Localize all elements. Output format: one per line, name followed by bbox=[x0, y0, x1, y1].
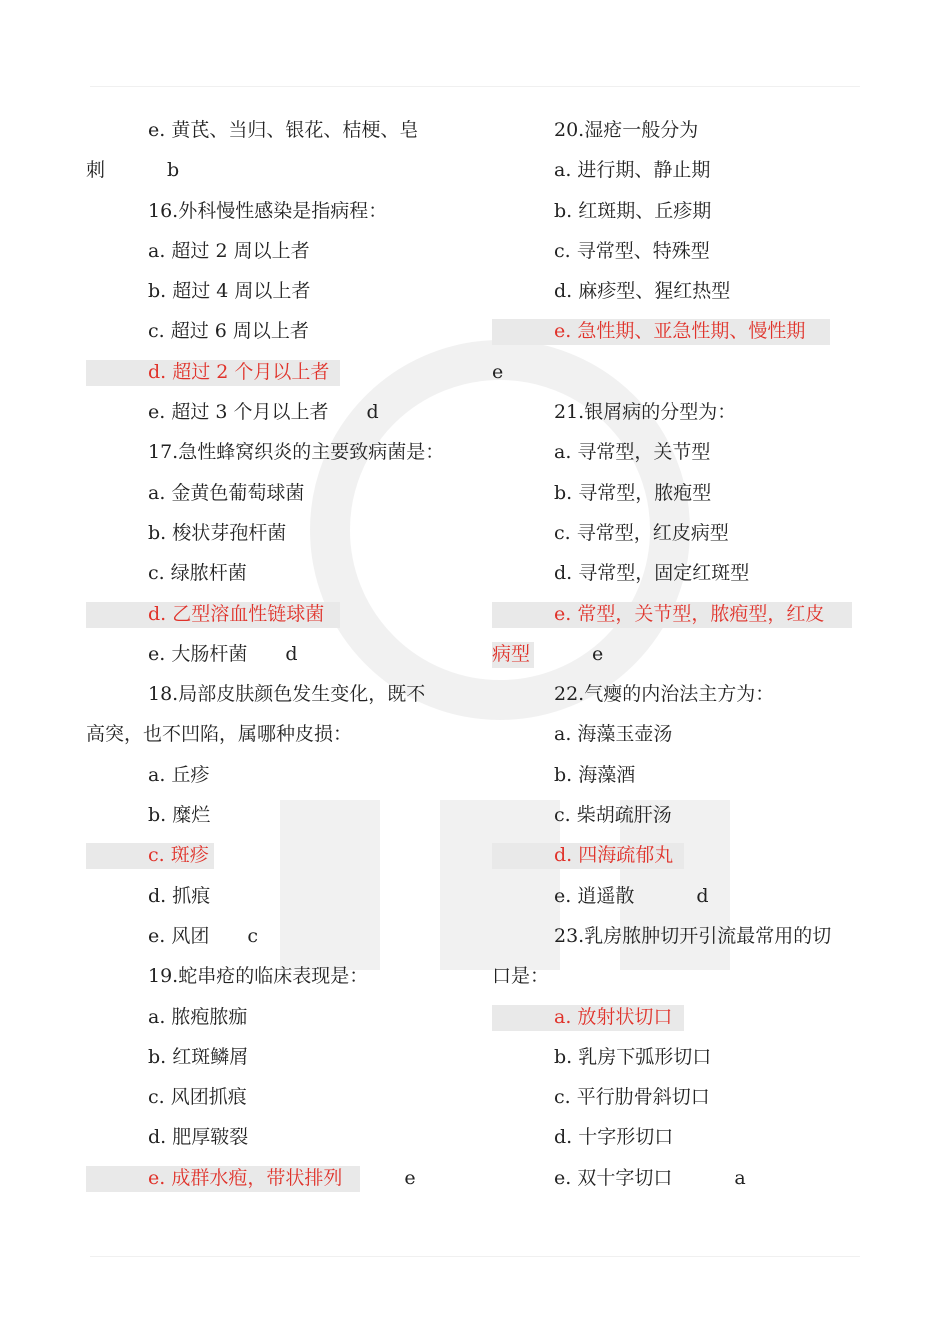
option-line: c. 寻常型、特殊型 bbox=[554, 239, 710, 262]
answer-line bbox=[492, 354, 862, 394]
option-line: b. 梭状芽孢杆菌 bbox=[148, 521, 287, 544]
question-18-continued: 高突，也不凹陷，属哪种皮损： bbox=[86, 723, 353, 746]
option-line: b. 寻常型，脓疱型 bbox=[554, 481, 712, 504]
answer-key: d bbox=[285, 642, 298, 665]
option-line: c. 柴胡疏肝汤 bbox=[554, 804, 672, 827]
top-divider bbox=[90, 86, 860, 87]
option-line: e. 黄芪、当归、银花、桔梗、皂 bbox=[148, 119, 419, 141]
answer-key: a bbox=[734, 1166, 746, 1189]
correct-option: a. 放射状切口 bbox=[492, 999, 862, 1039]
option-line: a. 进行期、静止期 bbox=[554, 159, 711, 182]
answer-key: e bbox=[492, 360, 504, 383]
left-column bbox=[86, 112, 476, 1200]
option-line: e. 双十字切口 a bbox=[492, 1160, 862, 1200]
option-line: b. 海藻酒 bbox=[554, 763, 636, 786]
option-line: c. 风团抓痕 bbox=[148, 1086, 247, 1109]
answer-key: d bbox=[366, 401, 379, 424]
correct-option: d. 乙型溶血性链球菌 bbox=[86, 596, 476, 636]
option-line: b. 乳房下弧形切口 bbox=[554, 1045, 712, 1068]
option-line: a. 脓疱脓痂 bbox=[148, 1005, 248, 1028]
answer-key: b bbox=[167, 159, 180, 182]
option-line: a. 金黄色葡萄球菌 bbox=[148, 481, 305, 504]
option-line: a. 海藻玉壶汤 bbox=[554, 723, 673, 746]
answer-key: d bbox=[696, 884, 709, 907]
correct-option: e. 急性期、亚急性期、慢性期 bbox=[492, 313, 862, 353]
option-line: c. 绿脓杆菌 bbox=[148, 562, 247, 585]
correct-option: d. 超过 2 个月以上者 bbox=[86, 354, 476, 394]
option-line: c. 超过 6 周以上者 bbox=[148, 320, 309, 343]
answer-key: e bbox=[404, 1166, 416, 1189]
option-line: d. 肥厚皲裂 bbox=[148, 1126, 249, 1149]
option-line: e. 超过 3 个月以上者 d bbox=[86, 394, 476, 434]
option-line: d. 抓痕 bbox=[148, 884, 211, 907]
option-line: c. 平行肋骨斜切口 bbox=[554, 1086, 710, 1109]
correct-option: e. 常型，关节型，脓疱型，红皮 bbox=[492, 596, 862, 636]
answer-key: e bbox=[592, 642, 604, 665]
question-23: 23.乳房脓肿切开引流最常用的切 bbox=[554, 924, 832, 947]
correct-option-continued: 病型 e bbox=[492, 636, 862, 676]
correct-option: e. 成群水疱，带状排列 e bbox=[86, 1160, 476, 1200]
question-19: 19.蛇串疮的临床表现是： bbox=[148, 965, 369, 988]
option-line: d. 寻常型，固定红斑型 bbox=[554, 562, 750, 585]
option-line: e. 逍遥散 d bbox=[492, 878, 862, 918]
question-20: 20.湿疮一般分为 bbox=[554, 119, 699, 141]
option-line: b. 红斑期、丘疹期 bbox=[554, 199, 712, 222]
option-line: a. 寻常型，关节型 bbox=[554, 441, 711, 464]
option-line: e. 风团 c bbox=[86, 918, 476, 958]
option-line: b. 红斑鳞屑 bbox=[148, 1045, 249, 1068]
question-18: 18.局部皮肤颜色发生变化，既不 bbox=[148, 683, 426, 706]
question-17: 17.急性蜂窝织炎的主要致病菌是： bbox=[148, 441, 445, 464]
option-line: b. 超过 4 周以上者 bbox=[148, 280, 311, 303]
option-line: d. 麻疹型、猩红热型 bbox=[554, 280, 731, 303]
option-line: a. 丘疹 bbox=[148, 763, 210, 786]
right-column bbox=[492, 112, 862, 1200]
bottom-divider bbox=[90, 1256, 860, 1257]
correct-option: d. 四海疏郁丸 bbox=[492, 837, 862, 877]
answer-key: c bbox=[247, 924, 258, 947]
option-line-continued: 刺 b bbox=[86, 152, 476, 192]
question-22: 22.气瘿的内治法主方为： bbox=[554, 683, 775, 706]
question-21: 21.银屑病的分型为： bbox=[554, 401, 737, 424]
option-line: c. 寻常型，红皮病型 bbox=[554, 521, 729, 544]
correct-option: c. 斑疹 bbox=[86, 837, 476, 877]
question-16: 16.外科慢性感染是指病程： bbox=[148, 199, 388, 222]
option-line: e. 大肠杆菌 d bbox=[86, 636, 476, 676]
option-line: a. 超过 2 周以上者 bbox=[148, 239, 310, 262]
option-line: d. 十字形切口 bbox=[554, 1126, 674, 1149]
question-23-continued: 口是： bbox=[492, 965, 550, 988]
option-line: b. 糜烂 bbox=[148, 804, 211, 827]
